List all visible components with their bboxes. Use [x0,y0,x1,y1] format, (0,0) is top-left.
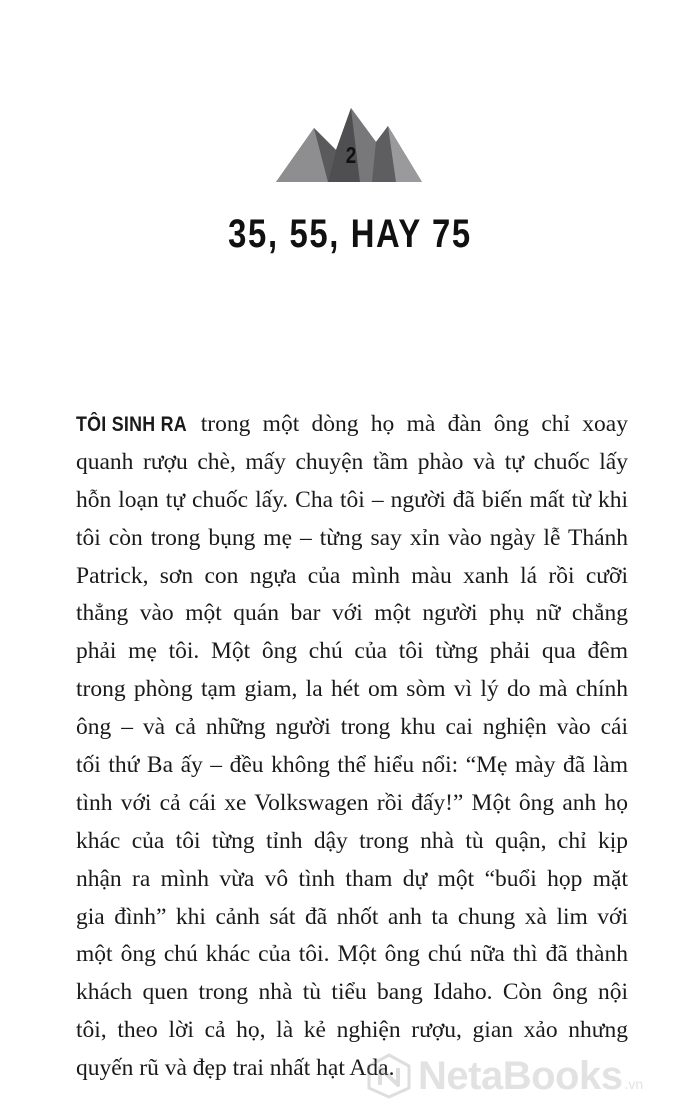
body-line: tình với cả cái xe Volkswagen rồi đấy!” Một ông anh họ [76,789,628,816]
body-line: tôi, theo lời cả họ, là kẻ nghiện rượu, gian xảo nhưng [76,1017,628,1044]
body-line: quyến rũ và đẹp trai nhất hạt Ada. [76,1055,395,1082]
body-line: thẳng vào một quán bar với một người phụ nữ chẳng [76,600,628,627]
watermark-brand: NetaBooks [418,1053,623,1098]
body-line: ông – và cả những người trong khu cai nghiện vào cái [76,714,628,741]
chapter-number: 2 [345,142,357,168]
body-line: hỗn loạn tự chuốc lấy. Cha tôi – người đã biến mất từ khi [76,486,628,513]
body-line: tối thứ Ba ấy – đều không thể hiểu nổi: “Mẹ mày đã làm [76,752,628,779]
body-line: phải mẹ tôi. Một ông chú của tôi từng phải qua đêm [76,638,628,665]
watermark [366,1046,696,1106]
body-line: quanh rượu chè, mấy chuyện tầm phào và tự chuốc lấy [76,448,628,475]
chapter-emblem [276,106,426,186]
chapter-body [76,406,628,1088]
body-line: TÔI SINH RA trong một dòng họ mà đàn ông chỉ xoay [76,406,628,444]
body-line: Patrick, sơn con ngựa của mình màu xanh lá rồi cưỡi [76,562,628,589]
body-line: khách quen trong nhà tù tiểu bang Idaho. Còn ông nội [76,979,628,1006]
body-line: gia đình” khi cảnh sát đã nhốt anh ta chung xà lim với [76,903,628,930]
chapter-title: 35, 55, HAY 75 [228,212,472,256]
netabooks-logo-icon [366,1053,412,1099]
body-line: một ông chú khác của tôi. Một ông chú nữa thì đã thành [76,941,628,968]
body-line: khác của tôi từng tỉnh dậy trong nhà tù quận, chỉ kịp [76,827,628,854]
lead-in: TÔI SINH RA [76,413,187,436]
body-line: trong phòng tạm giam, la hét om sòm vì lý do mà chính [76,676,628,703]
watermark-suffix: .vn [624,1076,644,1092]
body-line: tôi còn trong bụng mẹ – từng say xỉn vào ngày lễ Thánh [76,524,628,551]
body-line: nhận ra mình vừa vô tình tham dự một “buổi họp mặt [76,865,628,892]
